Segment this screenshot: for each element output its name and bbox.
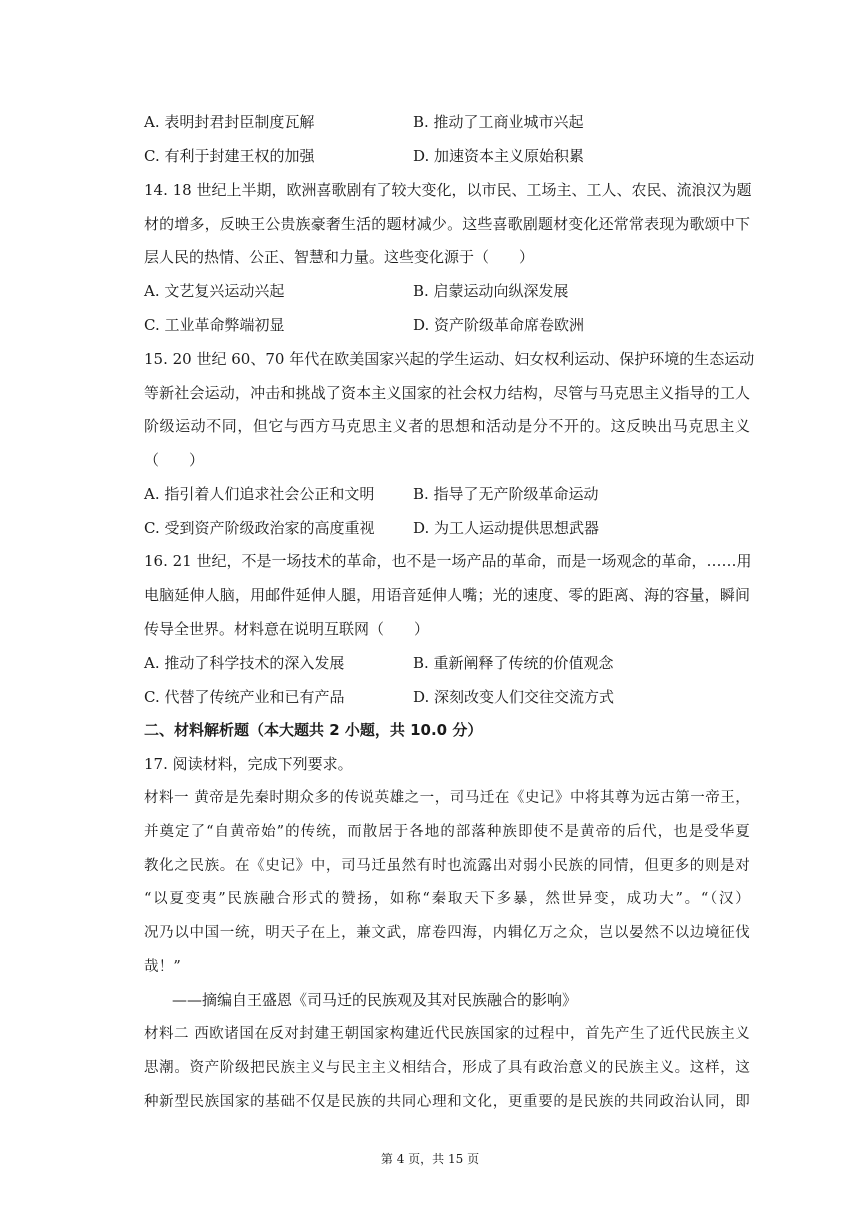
q15-stem-line-3: 阶级运动不同，但它与西方马克思主义者的思想和活动是分不开的。这反映出马克思主义 <box>144 417 750 435</box>
q15-stem-line-1: 15. 20 世纪 60、70 年代在欧美国家兴起的学生运动、妇女权利运动、保护环境的生态运动 <box>144 350 755 368</box>
page-number: 第 4 页，共 15 页 <box>380 1152 480 1166</box>
q17-material-1-line-3: 教化之民族。在《史记》中，司马迁虽然有时也流露出对弱小民族的同情，但更多的则是对 <box>144 858 750 874</box>
q17-material-2-line-1: 材料二 西欧诸国在反对封建王朝国家构建近代民族国家的过程中，首先产生了近代民族主义 <box>144 1026 750 1042</box>
q14-stem-line-3: 层人民的热情、公正、智慧和力量。这些变化源于（ ） <box>144 248 535 266</box>
q17-material-2-line-2: 思潮。资产阶级把民族主义与民主主义相结合，形成了具有政治意义的民族主义。这样，这 <box>144 1060 750 1076</box>
q16-stem-line-2: 电脑延伸人脑，用邮件延伸人腿，用语音延伸人嘴；光的速度、零的距离、海的容量，瞬间 <box>144 586 750 604</box>
q13-option-a: A. 表明封君封臣制度瓦解 <box>144 113 315 131</box>
q16-stem-line-3: 传导全世界。材料意在说明互联网（ ） <box>144 620 430 638</box>
q17-material-2-line-3: 种新型民族国家的基础不仅是民族的共同心理和文化，更重要的是民族的共同政治认同，即 <box>144 1094 750 1110</box>
q15-option-b: B. 指导了无产阶级革命运动 <box>413 485 599 503</box>
q14-option-d: D. 资产阶级革命席卷欧洲 <box>413 316 585 334</box>
q14-option-c: C. 工业革命弊端初显 <box>144 316 285 334</box>
q17-material-1-line-6: 哉！” <box>144 959 182 975</box>
q17-material-1-source: ——摘编自王盛恩《司马迁的民族观及其对民族融合的影响》 <box>172 991 578 1009</box>
q14-stem-line-1: 14. 18 世纪上半期，欧洲喜歌剧有了较大变化，以市民、工场主、工人、农民、流浪汉为题 <box>144 181 752 199</box>
q14-option-b: B. 启蒙运动向纵深发展 <box>413 282 569 300</box>
q17-stem: 17. 阅读材料，完成下列要求。 <box>144 755 353 773</box>
q17-material-1-line-2: 并奠定了“自黄帝始”的传统，而散居于各地的部落种族即使不是黄帝的后代，也是受华夏 <box>144 824 750 840</box>
q15-option-d: D. 为工人运动提供思想武器 <box>413 519 600 537</box>
q13-option-c: C. 有利于封建王权的加强 <box>144 147 315 165</box>
q16-option-b: B. 重新阐释了传统的价值观念 <box>413 654 614 672</box>
q15-stem-line-2: 等新社会运动，冲击和挑战了资本主义国家的社会权力结构，尽管与马克思主义指导的工人 <box>144 384 750 402</box>
q14-option-a: A. 文艺复兴运动兴起 <box>144 282 285 300</box>
q17-material-1-line-5: 况乃以中国一统，明天子在上，兼文武，席卷四海，内辑亿万之众，岂以晏然不以边境征伐 <box>144 925 750 941</box>
q16-option-d: D. 深刻改变人们交往交流方式 <box>413 688 615 706</box>
q15-stem-line-4: （ ） <box>144 451 205 469</box>
q13-option-b: B. 推动了工商业城市兴起 <box>413 113 584 131</box>
section-heading: 二、材料解析题（本大题共 2 小题，共 10.0 分） <box>144 721 483 739</box>
q16-option-a: A. 推动了科学技术的深入发展 <box>144 654 345 672</box>
q13-option-d: D. 加速资本主义原始积累 <box>413 147 585 165</box>
q17-material-1-line-1: 材料一 黄帝是先秦时期众多的传说英雄之一，司马迁在《史记》中将其尊为远古第一帝王， <box>144 790 750 806</box>
q15-option-a: A. 指引着人们追求社会公正和文明 <box>144 485 375 503</box>
q14-stem-line-2: 材的增多，反映王公贵族豪奢生活的题材减少。这些喜歌剧题材变化还常常表现为歌颂中下 <box>144 215 750 233</box>
q17-material-1-line-4: “以夏变夷”民族融合形式的赞扬，如称“秦取天下多暴，然世异变，成功大”。“（汉） <box>144 891 750 907</box>
q15-option-c: C. 受到资产阶级政治家的高度重视 <box>144 519 375 537</box>
q16-stem-line-1: 16. 21 世纪，不是一场技术的革命，也不是一场产品的革命，而是一场观念的革命，……用 <box>144 552 752 570</box>
q16-option-c: C. 代替了传统产业和已有产品 <box>144 688 345 706</box>
